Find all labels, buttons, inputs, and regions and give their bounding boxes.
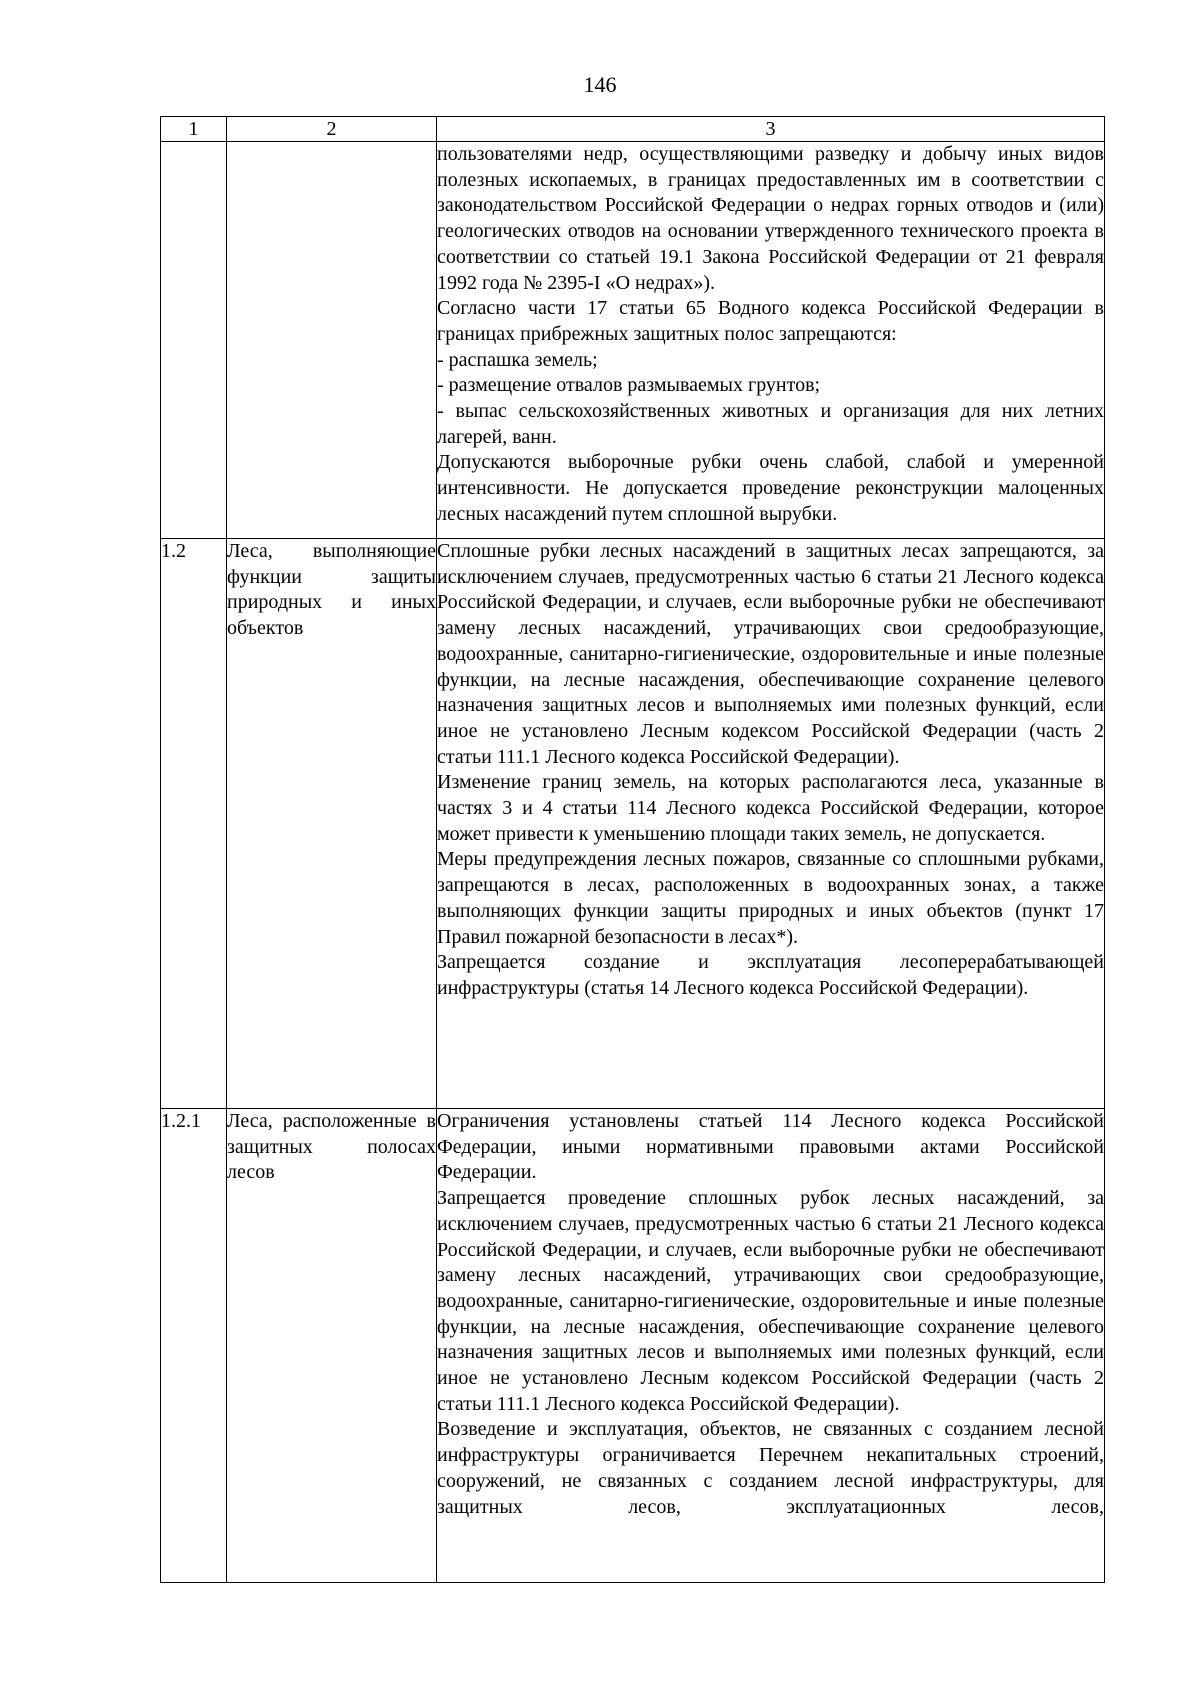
row-number: 1.2.1 xyxy=(161,1109,227,1583)
row-number: 1.2 xyxy=(161,539,227,1109)
column-header-1: 1 xyxy=(161,117,227,142)
paragraph: - распашка земель; xyxy=(437,348,598,371)
paragraph: Меры предупреждения лесных пожаров, связанные со сплошными рубками, запрещаются в лесах, расположенных в водоохранных зонах, а также выполняющих функции защиты природных и иных объектов (пункт 17 Правил пожарной безопасности в лесах*). xyxy=(437,848,1104,948)
paragraph: Возведение и эксплуатация, объектов, не связанных с созданием лесной инфраструктуры ограничивается Перечнем некапитальных строений, сооружений, не связанных с созданием лесной инфраструктуры, для защитных лесов, эксплуатационных лесов, xyxy=(437,1418,1104,1518)
header-row xyxy=(161,117,1105,142)
column-header-3: 3 xyxy=(437,117,1105,142)
paragraph: Ограничения установлены статьей 114 Лесного кодекса Российской Федерации, иными нормативными правовыми актами Российской Федерации. xyxy=(437,1110,1104,1184)
paragraph: - размещение отвалов размываемых грунтов; xyxy=(437,374,821,397)
paragraph: Сплошные рубки лесных насаждений в защитных лесах запрещаются, за исключением случаев, предусмотренных частью 6 статьи 21 Лесного кодекса Российской Федерации, и случаев, если выборочные рубки не обеспечивают замену лесных насаждений, утрачивающих свои средообразующие, водоохранные, санитарно-гигиенические, оздоровительные и иные полезные функции, на лесные насаждения, обеспечивающие сохранение целевого назначения защитных лесов и выполняемых ими полезных функций, если иное не установлено Лесным кодексом Российской Федерации (часть 2 статьи 111.1 Лесного кодекса Российской Федерации). xyxy=(437,540,1104,768)
regulations-table xyxy=(160,116,1105,1583)
row-number xyxy=(161,142,227,539)
paragraph: - выпас сельскохозяйственных животных и организация для них летних лагерей, ванн. xyxy=(437,400,1104,448)
table-row xyxy=(161,142,1105,539)
paragraph: Согласно части 17 статьи 65 Водного кодекса Российской Федерации в границах прибрежных защитных полос запрещаются: xyxy=(437,297,1104,345)
row-category: Леса, выполняющие функции защиты природных и иных объектов xyxy=(227,539,437,1109)
row-category: Леса, расположенные в защитных полосах лесов xyxy=(227,1109,437,1583)
row-restrictions xyxy=(437,539,1105,1109)
column-header-2: 2 xyxy=(227,117,437,142)
table-row xyxy=(161,539,1105,1109)
row-restrictions xyxy=(437,142,1105,539)
row-restrictions xyxy=(437,1109,1105,1583)
page-number: 146 xyxy=(583,72,617,97)
paragraph: Запрещается проведение сплошных рубок лесных насаждений, за исключением случаев, предусмотренных частью 6 статьи 21 Лесного кодекса Российской Федерации, и случаев, если выборочные рубки не обеспечивают замену лесных насаждений, утрачивающих свои средообразующие, водоохранные, санитарно-гигиенические, оздоровительные и иные полезные функции, на лесные насаждения, обеспечивающие сохранение целевого назначения защитных лесов и выполняемых ими полезных функций, если иное не установлено Лесным кодексом Российской Федерации (часть 2 статьи 111.1 Лесного кодекса Российской Федерации). xyxy=(437,1187,1104,1415)
paragraph: Запрещается создание и эксплуатация лесоперерабатывающей инфраструктуры (статья 14 Лесного кодекса Российской Федерации). xyxy=(437,951,1104,999)
paragraph: Изменение границ земель, на которых располагаются леса, указанные в частях 3 и 4 статьи 114 Лесного кодекса Российской Федерации, которое может привести к уменьшению площади таких земель, не допускается. xyxy=(437,771,1104,845)
paragraph: пользователями недр, осуществляющими разведку и добычу иных видов полезных ископаемых, в границах предоставленных им в соответствии с законодательством Российской Федерации о недрах горных отводов и (или) геологических отводов на основании утвержденного технического проекта в соответствии со статьей 19.1 Закона Российской Федерации от 21 февраля 1992 года № 2395-I «О недрах»). xyxy=(437,143,1104,294)
row-category xyxy=(227,142,437,539)
paragraph: Допускаются выборочные рубки очень слабой, слабой и умеренной интенсивности. Не допускается проведение реконструкции малоценных лесных насаждений путем сплошной вырубки. xyxy=(437,451,1104,525)
table-row xyxy=(161,1109,1105,1583)
